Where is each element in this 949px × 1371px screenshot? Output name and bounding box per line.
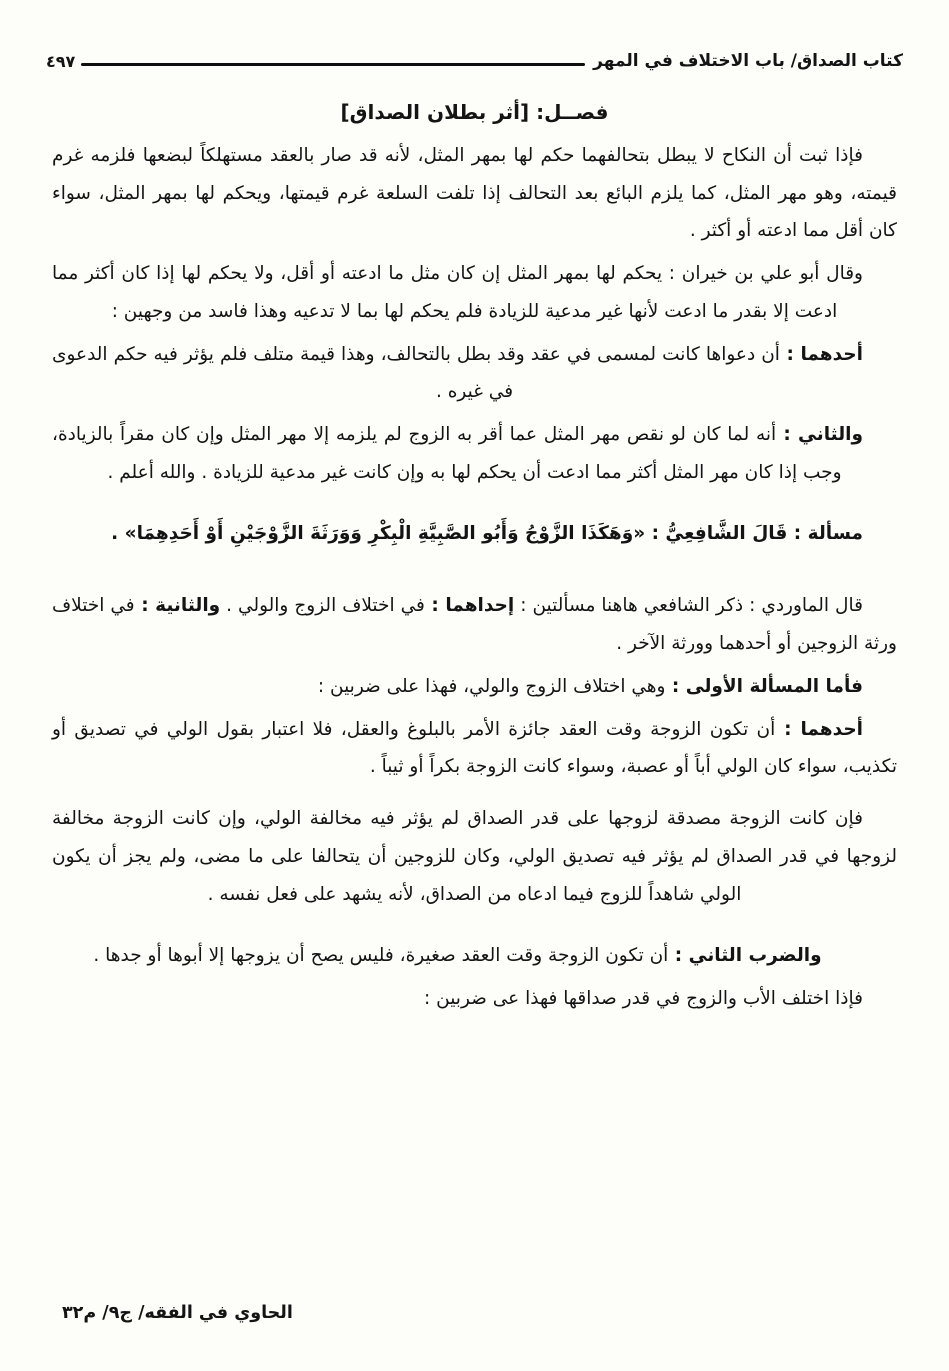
page-header bbox=[0, 0, 949, 71]
paragraph-text: أن دعواها كانت لمسمى في عقد وقد بطل بالتحالف، وهذا قيمة متلف فلم يؤثر فيه حكم الدعوى في غيره . bbox=[52, 343, 780, 403]
paragraph-3 bbox=[52, 336, 897, 411]
paragraph-text: وقال أبو علي بن خيران : يحكم لها بمهر المثل إن كان مثل ما ادعته أو أقل، ولا يحكم لها إذا كان أكثر مما ادعت إلا بقدر ما ادعت لأنها غير مدعية للزيادة فلم يحكم لها بما لا تدعيه وهذا فاسد من وجهين : bbox=[52, 263, 863, 322]
paragraph-8 bbox=[52, 711, 897, 786]
paragraph-9 bbox=[52, 800, 897, 913]
paragraph-lead: أحدهما : bbox=[779, 343, 863, 365]
paragraph-10 bbox=[52, 937, 897, 975]
paragraph-text: أنه لما كان لو نقص مهر المثل عما أقر به الزوج لم يلزمه إلا مهر المثل وإن كان مقراً بالزيادة، وجب إذا كان مهر المثل أكثر مما ادعت أن يحكم لها به وإن كانت غير مدعية للزيادة . والله أعلم . bbox=[52, 424, 842, 483]
paragraph-text: فإذا ثبت أن النكاح لا يبطل بتحالفهما حكم لها بمهر المثل، لأنه قد صار بالعقد مستهلكاً لبضعها فلزمه غرم قيمته، وهو مهر المثل، كما يلزم البائع بعد التحالف إذا تلفت السلعة غرم قيمتها، ويحكم لها بمهر المثل، سواء كان أقل مما ادعته أو أكثر . bbox=[52, 145, 897, 242]
section-heading: فصــل: [أثر بطلان الصداق] bbox=[340, 100, 609, 124]
paragraph-lead: فأما المسألة الأولى : bbox=[665, 675, 863, 697]
paragraph-text: أن تكون الزوجة وقت العقد جائزة الأمر بالبلوغ والعقل، فلا اعتبار بقول الولي في تصديق أو تكذيب، سواء كان الولي أباً أو عصبة، وسواء كانت الزوجة بكراً أو ثيباً . bbox=[52, 718, 897, 778]
matn-lead: مسألة : قَالَ الشَّافِعِيُّ : bbox=[645, 522, 863, 544]
paragraph-lead: إحداهما : bbox=[424, 595, 515, 617]
page-content bbox=[0, 71, 949, 1018]
paragraph-masala-matn bbox=[52, 514, 897, 554]
page-number: ٤٩٧ bbox=[46, 52, 76, 71]
paragraph-mawardi bbox=[52, 587, 897, 662]
paragraph-text: في اختلاف الزوج والولي . bbox=[220, 595, 425, 617]
header-rule bbox=[81, 63, 585, 66]
paragraph-1 bbox=[52, 137, 897, 250]
paragraph-lead: والضرب الثاني : bbox=[668, 945, 822, 967]
paragraph-lead: والثانية : bbox=[134, 595, 221, 617]
paragraph-text: أن تكون الزوجة وقت العقد صغيرة، فليس يصح أن يزوجها إلا أبوها أو جدها . bbox=[93, 945, 669, 967]
paragraph-text: فإن كانت الزوجة مصدقة لزوجها على قدر الصداق لم يؤثر فيه مخالفة الولي، وإن كانت الزوجة مخالفة لزوجها في قدر الصداق لم يؤثر فيه تصديق الولي، وكان للزوجين أن يتحالفا على ما مضى، ولم يجز أن يكون الولي شاهداً للزوج فيما ادعاه من الصداق، لأنه يشهد على فعل نفسه . bbox=[52, 808, 897, 905]
paragraph-4 bbox=[52, 416, 897, 491]
paragraph-text: في اختلاف ورثة الزوجين أو أحدهما وورثة الآخر . bbox=[52, 595, 897, 655]
paragraph-text: فإذا اختلف الأب والزوج في قدر صداقها فهذا عى ضربين : bbox=[424, 987, 863, 1009]
paragraph-text: وهي اختلاف الزوج والولي، فهذا على ضربين : bbox=[317, 675, 666, 697]
paragraph-text: قال الماوردي : ذكر الشافعي هاهنا مسألتين : bbox=[514, 595, 863, 617]
paragraph-11 bbox=[52, 980, 897, 1018]
paragraph-lead: أحدهما : bbox=[775, 718, 863, 740]
matn-text: «وَهَكَذَا الزَّوْجُ وَأَبُو الصَّبِيَّةِ الْبِكْرِ وَوَرَثَةَ الزَّوْجَيْنِ أَوْ أَحَدِهِمَا» . bbox=[111, 522, 646, 544]
paragraph-7 bbox=[52, 668, 897, 706]
page-footer bbox=[62, 1303, 293, 1323]
running-title: كتاب الصداق/ باب الاختلاف في المهر bbox=[593, 50, 903, 71]
paragraph-lead: والثاني : bbox=[776, 424, 864, 446]
paragraph-2 bbox=[52, 255, 897, 330]
footer-text: الحاوي في الفقه/ ج٩/ م٣٢ bbox=[62, 1303, 293, 1323]
